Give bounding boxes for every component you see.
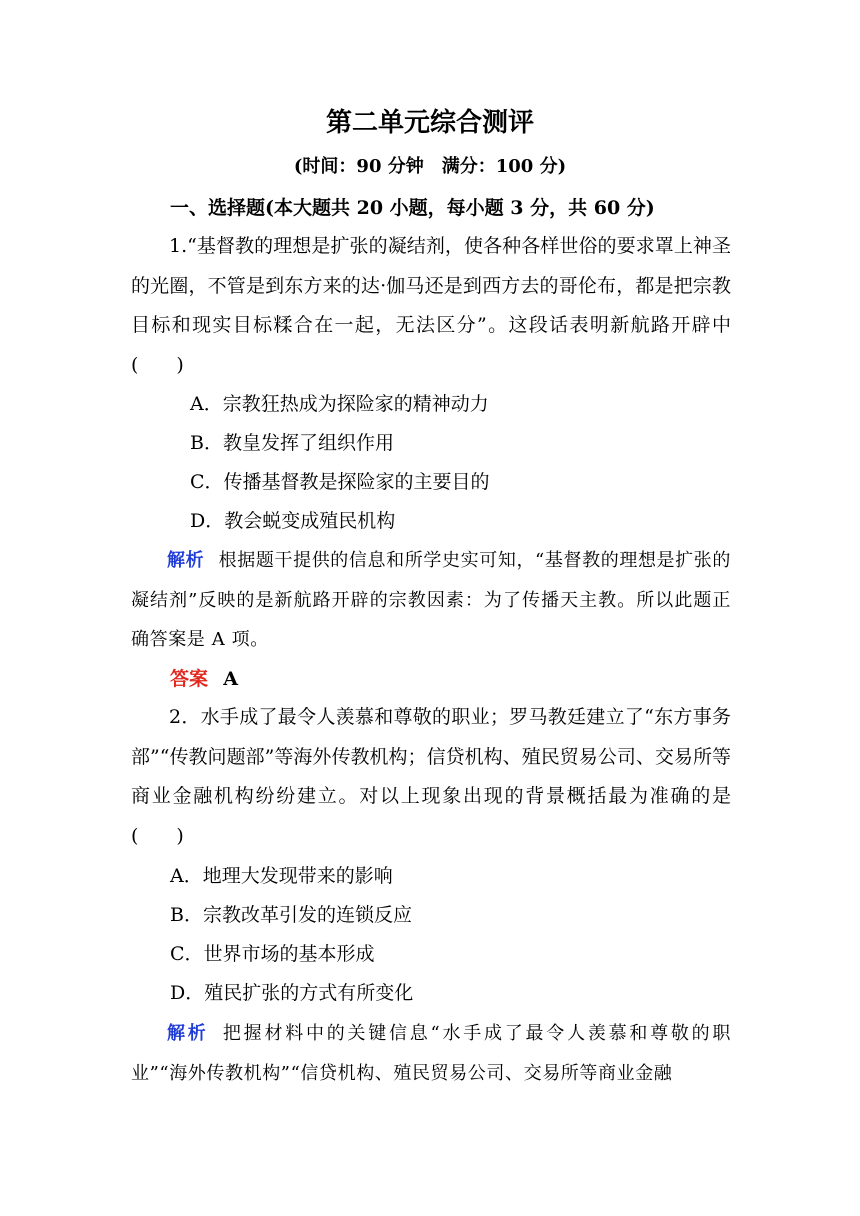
page-title: 第二单元综合测评	[325, 108, 534, 138]
answer-label: 答案	[170, 668, 209, 690]
question-2-analysis	[131, 1014, 731, 1093]
question-1-option-b: B．教皇发挥了组织作用	[190, 432, 394, 454]
analysis-label: 解析	[167, 550, 205, 571]
question-1-option-a: A．宗教狂热成为探险家的精神动力	[190, 393, 489, 415]
question-1-answer	[170, 664, 238, 694]
question-2-option-c: C．世界市场的基本形成	[170, 943, 375, 965]
question-2-option-b: B．宗教改革引发的连锁反应	[170, 904, 412, 926]
exam-subtitle: (时间：90 分钟 满分：100 分)	[293, 156, 567, 177]
question-1-stem: 1.“基督教的理想是扩张的凝结剂，使各种各样世俗的要求罩上神圣的光圈，不管是到东方来的达·伽马还是到西方去的哥伦布，都是把宗教目标和现实目标糅合在一起，无法区分”。这段话表明新航路开辟中( )	[131, 235, 731, 376]
question-1-analysis	[131, 541, 731, 660]
question-2-stem: 2．水手成了最令人羡慕和尊敬的职业；罗马教廷建立了“东方事务部”“传教问题部”等海外传教机构；信贷机构、殖民贸易公司、交易所等商业金融机构纷纷建立。对以上现象出现的背景概括最为准确的是( )	[131, 706, 731, 847]
question-2-option-a: A．地理大发现带来的影响	[170, 865, 393, 887]
analysis-label: 解析	[167, 1023, 209, 1044]
answer-value: A	[223, 668, 238, 690]
question-2-option-d: D．殖民扩张的方式有所变化	[170, 982, 414, 1004]
question-1-option-c: C．传播基督教是探险家的主要目的	[190, 471, 490, 493]
section-heading: 一、选择题(本大题共 20 小题，每小题 3 分，共 60 分)	[170, 197, 655, 219]
analysis-text: 根据题干提供的信息和所学史实可知，“基督教的理想是扩张的凝结剂”反映的是新航路开辟的宗教因素：为了传播天主教。所以此题正确答案是 A 项。	[131, 550, 732, 650]
question-1-option-d: D．教会蜕变成殖民机构	[190, 510, 396, 532]
analysis-text: 把握材料中的关键信息“水手成了最令人羡慕和尊敬的职业”“海外传教机构”“信贷机构、殖民贸易公司、交易所等商业金融	[131, 1023, 732, 1084]
